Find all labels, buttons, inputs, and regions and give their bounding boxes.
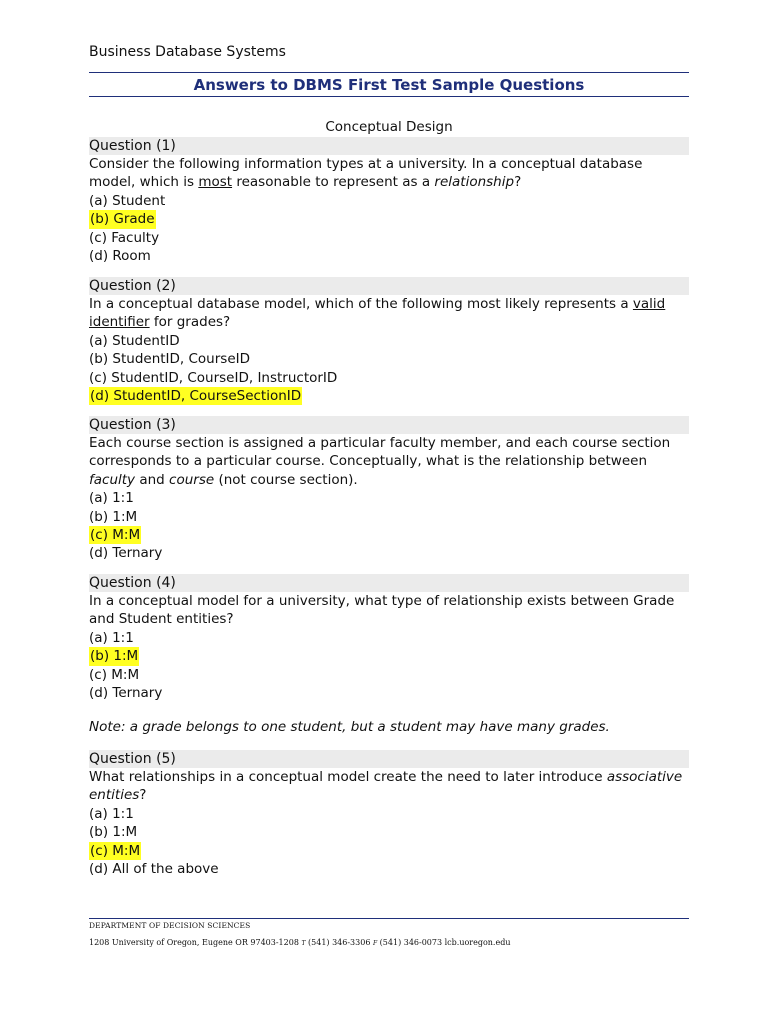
question-1-text-part: reasonable to represent as a <box>232 174 435 191</box>
question-2-option-d-answer <box>89 387 689 405</box>
question-4-text-line-1: In a conceptual model for a university, what type of relationship exists between Grade <box>89 593 675 609</box>
option-text: (d) Ternary <box>89 685 163 702</box>
document-title: Answers to DBMS First Test Sample Questions <box>193 76 585 94</box>
question-5-emphasis-entities: entities <box>89 787 140 804</box>
question-2-option-c <box>89 369 689 387</box>
footer-address-line <box>89 938 510 947</box>
question-1-text-part: ? <box>514 174 522 191</box>
question-1-text-line-2 <box>89 173 689 191</box>
question-3 <box>89 416 689 563</box>
question-1-option-d <box>89 247 689 265</box>
question-3-emphasis-faculty: faculty <box>89 471 136 488</box>
question-5-label: Question (5) <box>89 750 689 768</box>
question-4-option-c <box>89 666 689 684</box>
option-text: (c) StudentID, CourseID, InstructorID <box>89 369 338 386</box>
question-3-text-line-1: Each course section is assigned a particular faculty member, and each course section <box>89 435 671 451</box>
footer-address: 1208 University of Oregon, Eugene OR 97403-1208 <box>89 938 299 947</box>
course-header: Business Database Systems <box>89 44 286 60</box>
question-2-option-b <box>89 350 689 368</box>
option-text: (a) 1:1 <box>89 629 134 646</box>
question-3-text-part: (not course section). <box>214 471 358 488</box>
question-4-note: Note: a grade belongs to one student, but a student may have many grades. <box>89 719 610 735</box>
question-2-emphasis-identifier: identifier <box>89 314 150 331</box>
question-5-text-line-1 <box>89 768 689 786</box>
question-2-text-part: In a conceptual database model, which of the following most likely represents a <box>89 296 633 312</box>
question-5-option-b <box>89 823 689 841</box>
option-text: (a) 1:1 <box>89 805 134 822</box>
question-5-text-line-2 <box>89 786 689 804</box>
question-3-text-line-3 <box>89 471 689 489</box>
question-2-option-a <box>89 332 689 350</box>
question-3-option-d <box>89 544 689 562</box>
question-4-option-b-answer <box>89 647 689 665</box>
question-5 <box>89 750 689 878</box>
question-5-option-d <box>89 860 689 878</box>
question-3-option-a <box>89 489 689 507</box>
footer-rule <box>89 918 689 919</box>
option-text: (a) 1:1 <box>89 490 134 507</box>
question-5-text-part: ? <box>139 787 147 804</box>
question-2-emphasis-valid: valid <box>632 296 666 312</box>
question-4 <box>89 574 689 702</box>
question-5-option-a <box>89 805 689 823</box>
highlighted-answer: (b) 1:M <box>90 648 139 665</box>
footer-phone-label: T <box>301 940 306 947</box>
question-1-label: Question (1) <box>89 137 689 155</box>
question-1-option-b-answer <box>89 210 689 228</box>
question-1 <box>89 137 689 265</box>
footer-department: DEPARTMENT OF DECISION SCIENCES <box>89 921 251 930</box>
option-text: (d) Ternary <box>89 545 163 562</box>
question-3-option-c-answer <box>89 526 689 544</box>
question-2-text-line-2 <box>89 313 689 331</box>
question-3-text-line-2: corresponds to a particular course. Conceptually, what is the relationship between <box>89 453 647 470</box>
question-4-option-a <box>89 629 689 647</box>
question-3-text-part: and <box>135 471 170 488</box>
question-1-option-c <box>89 229 689 247</box>
highlighted-answer: (c) M:M <box>90 527 141 544</box>
question-4-option-d <box>89 684 689 702</box>
question-1-option-a <box>89 192 689 210</box>
question-2 <box>89 277 689 405</box>
option-text: (d) All of the above <box>89 861 219 878</box>
highlighted-answer: (b) Grade <box>90 211 155 228</box>
question-4-text-line-2: and Student entities? <box>89 611 234 628</box>
highlighted-answer: (c) M:M <box>90 842 141 859</box>
option-text: (c) Faculty <box>89 229 160 246</box>
question-5-text-part: What relationships in a conceptual model create the need to later introduce <box>89 769 607 785</box>
question-4-label: Question (4) <box>89 574 689 592</box>
option-text: (a) StudentID <box>89 332 180 349</box>
footer-fax-label: F <box>372 940 378 947</box>
question-1-text-line-1: Consider the following information types at a university. In a conceptual database <box>89 156 643 172</box>
option-text: (c) M:M <box>89 666 140 683</box>
question-2-label: Question (2) <box>89 277 689 295</box>
option-text: (d) Room <box>89 248 151 265</box>
question-5-emphasis-associative: associative <box>606 769 683 785</box>
question-1-text-part: model, which is <box>89 174 199 191</box>
question-3-label: Question (3) <box>89 416 689 434</box>
title-rule-bottom <box>89 96 689 97</box>
question-2-text-line-1 <box>89 295 689 313</box>
option-text: (a) Student <box>89 192 166 209</box>
highlighted-answer: (d) StudentID, CourseSectionID <box>90 388 302 405</box>
question-2-text-part: for grades? <box>149 314 231 331</box>
question-3-option-b <box>89 508 689 526</box>
footer-phone: (541) 346-3306 <box>308 938 371 947</box>
option-text: (b) 1:M <box>89 824 138 841</box>
title-rule-top <box>89 72 689 73</box>
question-1-emphasis-most: most <box>198 174 233 191</box>
question-5-option-c-answer <box>89 842 689 860</box>
question-1-emphasis-relationship: relationship <box>434 174 515 191</box>
option-text: (b) StudentID, CourseID <box>89 351 251 368</box>
option-text: (b) 1:M <box>89 508 138 525</box>
footer-fax: (541) 346-0073 <box>379 938 443 947</box>
section-heading: Conceptual Design <box>325 119 453 135</box>
question-3-emphasis-course: course <box>169 471 215 488</box>
footer-website: lcb.uoregon.edu <box>444 938 511 947</box>
